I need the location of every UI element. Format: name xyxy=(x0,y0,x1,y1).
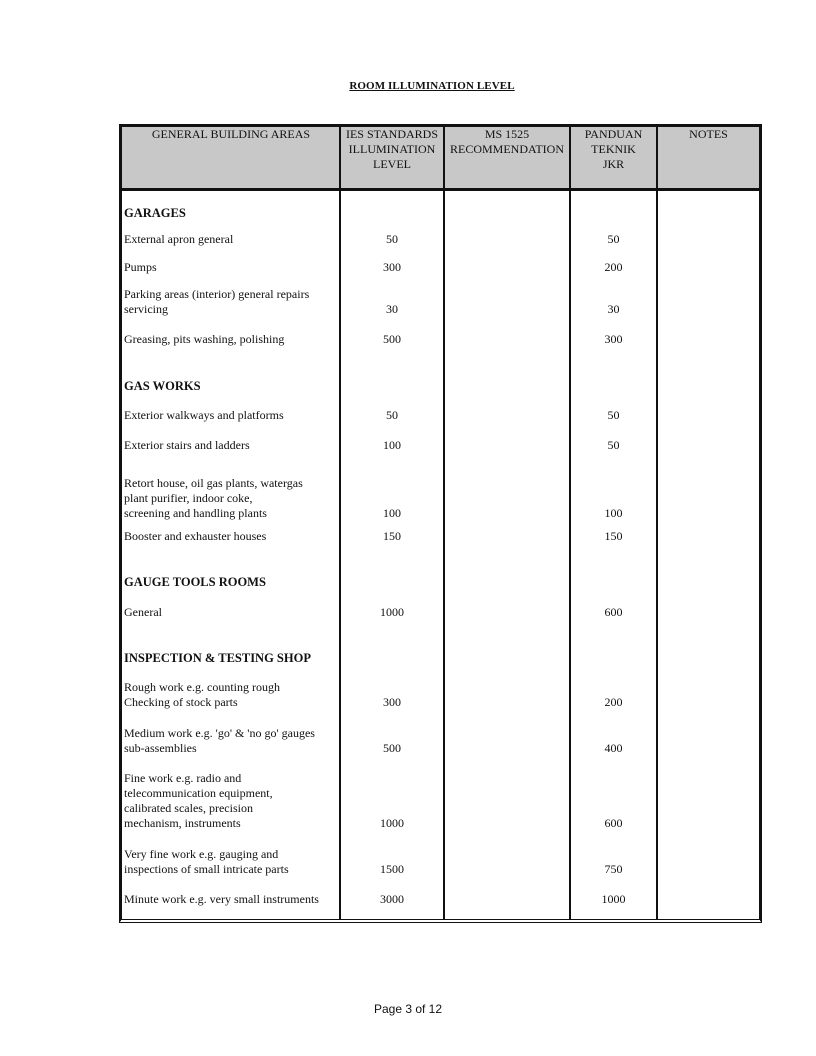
ies-level-value: 1000 xyxy=(380,816,404,830)
jkr-level-value: 50 xyxy=(607,408,620,422)
area-label-line: plant purifier, indoor coke, xyxy=(124,491,253,505)
area-label-line: Very fine work e.g. gauging and xyxy=(124,847,279,861)
jkr-level-value: 400 xyxy=(604,741,623,755)
area-label-line: General xyxy=(124,605,162,619)
area-label-line: Checking of stock parts xyxy=(124,695,238,709)
area-label-line: Minute work e.g. very small instruments xyxy=(124,892,319,906)
area-label-line: Booster and exhauster houses xyxy=(124,529,267,543)
jkr-level-value: 600 xyxy=(604,605,623,619)
table-row xyxy=(122,676,759,756)
jkr-level-value: 50 xyxy=(607,232,620,246)
area-label-line: Rough work e.g. counting rough xyxy=(124,680,280,694)
area-label-line: screening and handling plants xyxy=(124,506,267,520)
area-label-line: sub-assemblies xyxy=(124,741,197,755)
jkr-level-value: 1000 xyxy=(601,892,626,906)
ies-level-value: 50 xyxy=(386,408,398,422)
area-label xyxy=(124,892,338,907)
page-number: Page 3 of 12 xyxy=(373,1002,443,1016)
ies-level-value: 300 xyxy=(383,695,401,709)
table-row xyxy=(122,827,759,907)
jkr-level-value: 200 xyxy=(604,260,623,274)
jkr-level-value: 300 xyxy=(604,332,623,346)
area-label-line: Medium work e.g. 'go' & 'no go' gauges xyxy=(124,726,315,740)
jkr-level-value: 50 xyxy=(607,438,620,452)
area-label-line: Fine work e.g. radio and xyxy=(124,771,242,785)
area-label-line: Exterior stairs and ladders xyxy=(124,438,250,452)
ies-level-value: 300 xyxy=(383,260,401,274)
area-label-line: servicing xyxy=(124,302,168,316)
jkr-level-value: 150 xyxy=(604,529,623,543)
area-label-line: mechanism, instruments xyxy=(124,816,241,830)
table-row xyxy=(122,540,759,620)
jkr-level-value: 200 xyxy=(604,695,623,709)
header-ms-1525: MS 1525 RECOMMENDATION xyxy=(450,127,564,156)
area-label-line: Retort house, oil gas plants, watergas xyxy=(124,476,303,490)
header-notes: NOTES xyxy=(689,127,728,141)
ies-level-value: 1500 xyxy=(380,862,404,876)
header-panduan-teknik-jkr: PANDUAN TEKNIK JKR xyxy=(584,127,643,171)
header-general-building-areas: GENERAL BUILDING AREAS xyxy=(151,127,311,141)
ies-level-value: 500 xyxy=(383,741,401,755)
area-label-line: calibrated scales, precision xyxy=(124,801,253,815)
area-label-line: External apron general xyxy=(124,232,234,246)
area-label-line: inspections of small intricate parts xyxy=(124,862,289,876)
header-ies-standards: IES STANDARDS ILLUMINATION LEVEL xyxy=(345,127,439,171)
ies-level-value: 3000 xyxy=(380,892,404,906)
area-label-line: telecommunication equipment, xyxy=(124,786,273,800)
section-heading: GAS WORKS xyxy=(124,379,201,393)
section-heading: GARAGES xyxy=(124,206,186,220)
area-label-line: Exterior walkways and platforms xyxy=(124,408,284,422)
table-row xyxy=(122,267,759,347)
jkr-level-value: 30 xyxy=(607,302,620,316)
ies-level-value: 30 xyxy=(386,302,398,316)
ies-level-value: 500 xyxy=(383,332,401,346)
area-label-line: Greasing, pits washing, polishing xyxy=(124,332,285,346)
section-heading: GAUGE TOOLS ROOMS xyxy=(124,575,266,589)
illumination-table xyxy=(119,124,762,923)
area-label xyxy=(124,605,338,620)
ies-level-value: 50 xyxy=(386,232,398,246)
ies-level-value: 100 xyxy=(383,438,401,452)
jkr-level-value: 600 xyxy=(604,816,623,830)
table-row xyxy=(122,464,759,544)
section-heading: INSPECTION & TESTING SHOP xyxy=(124,651,311,665)
jkr-level-value: 100 xyxy=(604,506,623,520)
area-label-line: Parking areas (interior) general repairs xyxy=(124,287,310,301)
page-title: ROOM ILLUMINATION LEVEL xyxy=(349,80,515,92)
ies-level-value: 1000 xyxy=(380,605,404,619)
ies-level-value: 150 xyxy=(383,529,401,543)
ies-level-value: 100 xyxy=(383,506,401,520)
area-label-line: Pumps xyxy=(124,260,157,274)
jkr-level-value: 750 xyxy=(604,862,623,876)
